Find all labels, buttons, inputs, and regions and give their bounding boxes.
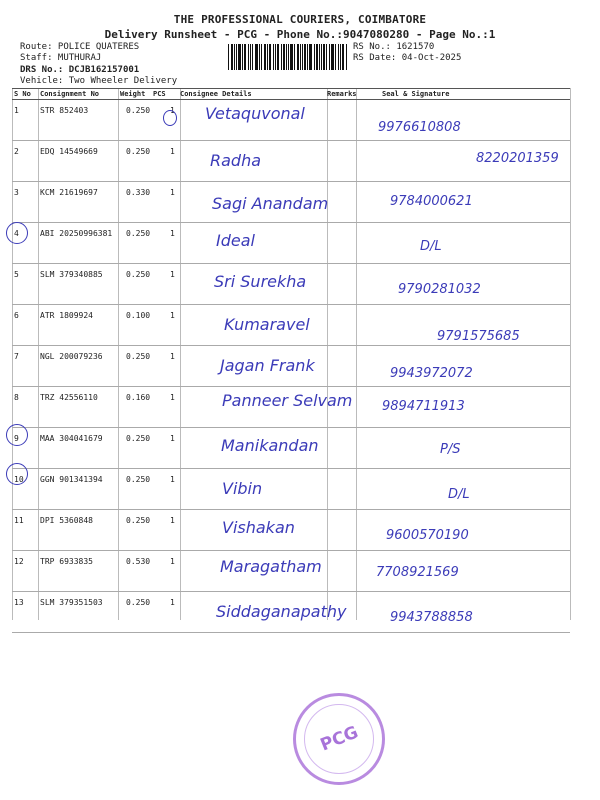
table-row bbox=[12, 510, 570, 551]
row-pcs: 1 bbox=[170, 352, 175, 361]
row-consignee-name: Siddaganapathy bbox=[216, 602, 347, 621]
row-signature: 9790281032 bbox=[398, 282, 481, 297]
table-row bbox=[12, 141, 570, 182]
row-weight: 0.330 bbox=[126, 188, 151, 197]
row-sno: 8 bbox=[14, 393, 19, 402]
row-consignment-no: GGN 901341394 bbox=[40, 475, 103, 484]
rs-date-label: RS Date: 04-Oct-2025 bbox=[353, 53, 462, 63]
row-weight: 0.250 bbox=[126, 229, 151, 238]
row-weight: 0.160 bbox=[126, 393, 151, 402]
row-sno: 12 bbox=[14, 557, 24, 566]
row-consignment-no: ABI 20250996381 bbox=[40, 229, 113, 238]
row-pcs: 1 bbox=[170, 598, 175, 607]
row-weight: 0.250 bbox=[126, 475, 151, 484]
row-pcs: 1 bbox=[170, 475, 175, 484]
row-consignment-no: ATR 1809924 bbox=[40, 311, 93, 320]
table-row bbox=[12, 387, 570, 428]
row-weight: 0.250 bbox=[126, 147, 151, 156]
drs-label: DRS No.: DCJB162157001 bbox=[20, 65, 140, 75]
row-consignee-name: Kumaravel bbox=[224, 315, 310, 334]
row-weight: 0.100 bbox=[126, 311, 151, 320]
row-consignment-no: DPI 5360848 bbox=[40, 516, 93, 525]
row-consignee-name: Jagan Frank bbox=[220, 356, 315, 375]
pcg-stamp bbox=[293, 693, 385, 785]
row-sno: 11 bbox=[14, 516, 24, 525]
row-pcs: 1 bbox=[170, 106, 175, 115]
staff-label: Staff: MUTHURAJ bbox=[20, 53, 102, 63]
row-consignee-name: Radha bbox=[210, 151, 262, 170]
table-row bbox=[12, 551, 570, 592]
row-pcs: 1 bbox=[170, 516, 175, 525]
row-consignee-name: Ideal bbox=[216, 231, 255, 250]
column-divider bbox=[570, 88, 571, 620]
table-row bbox=[12, 592, 570, 633]
header-consignment: Consignment No bbox=[40, 90, 100, 98]
row-weight: 0.250 bbox=[126, 352, 151, 361]
company-title: THE PROFESSIONAL COURIERS, COIMBATORE bbox=[173, 13, 427, 26]
row-pcs: 1 bbox=[170, 270, 175, 279]
route-label: Route: POLICE QUATERES bbox=[20, 42, 140, 52]
row-weight: 0.250 bbox=[126, 516, 151, 525]
row-pcs: 1 bbox=[170, 147, 175, 156]
row-consignment-no: TRZ 42556110 bbox=[40, 393, 98, 402]
row-consignee-name: Sagi Anandam bbox=[212, 194, 329, 213]
header-weight: Weight bbox=[120, 90, 146, 98]
row-consignee-name: Sri Surekha bbox=[214, 272, 307, 291]
row-consignment-no: STR 852403 bbox=[40, 106, 89, 115]
row-consignee-name: Panneer Selvam bbox=[222, 391, 353, 410]
row-signature: P/S bbox=[440, 442, 461, 457]
table-row bbox=[12, 469, 570, 510]
row-pcs: 1 bbox=[170, 188, 175, 197]
table-header bbox=[12, 88, 570, 100]
header-seal: Seal & Signature bbox=[382, 90, 450, 98]
row-signature: 9791575685 bbox=[437, 329, 520, 344]
header-pcs: PCS bbox=[153, 90, 166, 98]
header-remarks: Remarks bbox=[327, 90, 357, 98]
row-weight: 0.250 bbox=[126, 106, 151, 115]
table-row bbox=[12, 100, 570, 141]
row-sno: 10 bbox=[14, 475, 24, 484]
row-sno: 5 bbox=[14, 270, 19, 279]
row-signature: 9943972072 bbox=[390, 366, 473, 381]
vehicle-label: Vehicle: Two Wheeler Delivery bbox=[20, 76, 178, 86]
row-consignment-no: NGL 200079236 bbox=[40, 352, 103, 361]
row-sno: 7 bbox=[14, 352, 19, 361]
row-consignee-name: Maragatham bbox=[220, 557, 322, 576]
row-consignment-no: MAA 304041679 bbox=[40, 434, 103, 443]
row-weight: 0.530 bbox=[126, 557, 151, 566]
table-row bbox=[12, 305, 570, 346]
row-signature: 9600570190 bbox=[386, 528, 469, 543]
row-signature: 9894711913 bbox=[382, 399, 465, 414]
table-row bbox=[12, 428, 570, 469]
row-pcs: 1 bbox=[170, 311, 175, 320]
row-sno: 2 bbox=[14, 147, 19, 156]
table-row bbox=[12, 182, 570, 223]
row-signature: 9943788858 bbox=[390, 610, 473, 625]
row-signature: D/L bbox=[448, 487, 470, 502]
table-row bbox=[12, 264, 570, 305]
row-sno: 1 bbox=[14, 106, 19, 115]
row-pcs: 1 bbox=[170, 557, 175, 566]
row-sno: 3 bbox=[14, 188, 19, 197]
row-circle-mark bbox=[6, 463, 28, 485]
row-sno: 6 bbox=[14, 311, 19, 320]
row-consignee-name: Vetaquvonal bbox=[205, 104, 305, 123]
row-consignment-no: SLM 379340885 bbox=[40, 270, 103, 279]
row-signature: 9784000621 bbox=[390, 194, 473, 209]
table-row bbox=[12, 223, 570, 264]
row-pcs: 1 bbox=[170, 393, 175, 402]
row-consignee-name: Manikandan bbox=[221, 436, 319, 455]
row-sno: 9 bbox=[14, 434, 19, 443]
stamp-text: PCG bbox=[317, 722, 361, 756]
row-sno: 13 bbox=[14, 598, 24, 607]
rs-no-label: RS No.: 1621570 bbox=[353, 42, 435, 52]
row-consignment-no: EDQ 14549669 bbox=[40, 147, 98, 156]
row-signature: 7708921569 bbox=[376, 565, 459, 580]
row-sno: 4 bbox=[14, 229, 19, 238]
row-circle-mark bbox=[6, 222, 28, 244]
row-consignment-no: KCM 21619697 bbox=[40, 188, 98, 197]
row-circle-mark bbox=[6, 424, 28, 446]
row-signature: D/L bbox=[420, 239, 442, 254]
row-signature: 8220201359 bbox=[476, 151, 559, 166]
table-row bbox=[12, 346, 570, 387]
row-consignee-name: Vishakan bbox=[222, 518, 295, 537]
row-pcs: 1 bbox=[170, 434, 175, 443]
table-body bbox=[12, 100, 570, 633]
row-pcs: 1 bbox=[170, 229, 175, 238]
row-weight: 0.250 bbox=[126, 270, 151, 279]
check-circle-mark bbox=[163, 110, 177, 126]
barcode bbox=[228, 42, 348, 70]
header-consignee: Consignee Details bbox=[180, 90, 252, 98]
row-weight: 0.250 bbox=[126, 434, 151, 443]
header-sno: S No bbox=[14, 90, 31, 98]
row-signature: 9976610808 bbox=[378, 120, 461, 135]
row-consignment-no: TRP 6933835 bbox=[40, 557, 93, 566]
row-consignment-no: SLM 379351503 bbox=[40, 598, 103, 607]
row-weight: 0.250 bbox=[126, 598, 151, 607]
runsheet-table bbox=[12, 88, 570, 633]
row-consignee-name: Vibin bbox=[222, 479, 263, 498]
runsheet-subtitle: Delivery Runsheet - PCG - Phone No.:9047080280 - Page No.:1 bbox=[104, 28, 496, 41]
